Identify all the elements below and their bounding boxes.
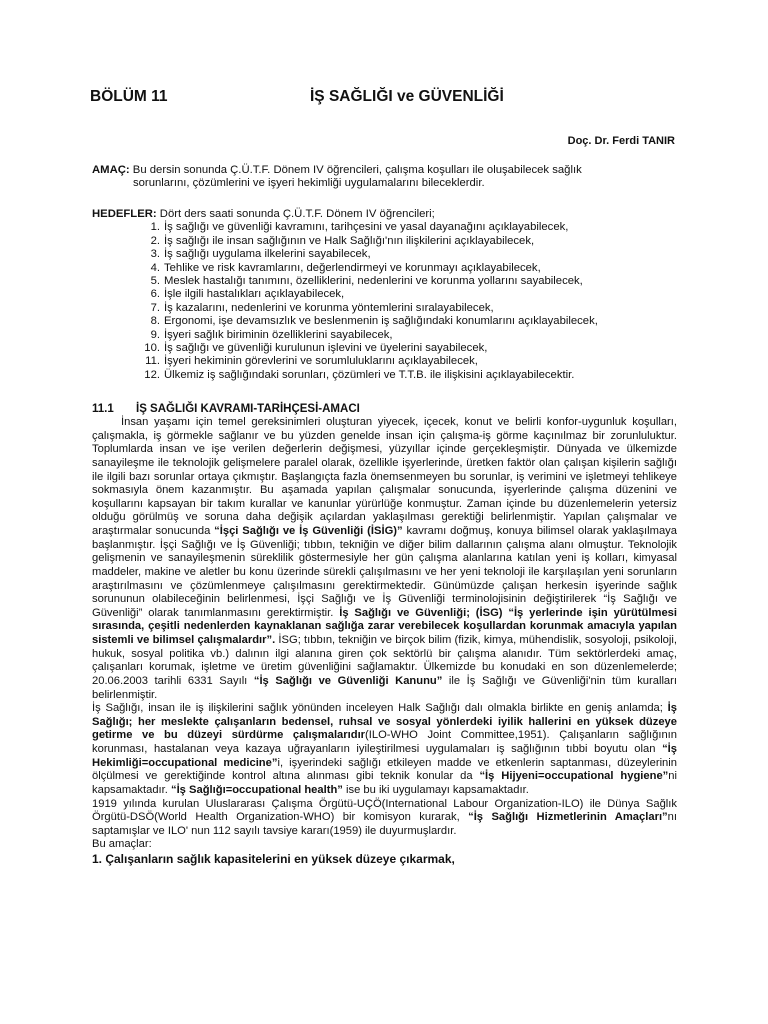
list-item-text: İş kazalarını, nedenlerini ve korunma yöntemlerini sıralayabilecek,	[164, 301, 494, 314]
list-item	[92, 262, 677, 275]
list-item	[92, 315, 677, 328]
list-item	[92, 248, 677, 261]
list-item-number: 6.	[150, 288, 160, 301]
bold-run: İş Sağlığı ve Güvenliği; (İSG) “İş yerlerinde işin yürütülmesi sırasında, çeşitli nedenlerden kaynaklanan sağlığa zarar verebilecek koşullardan korunmak amacıyla yapılan sistemli ve bilimsel çalışmalardır”.	[92, 606, 677, 646]
chapter-title: İŞ SAĞLIĞI ve GÜVENLİĞİ	[310, 88, 504, 105]
text-run: ni kapsamaktadır.	[92, 770, 677, 796]
author: Doç. Dr. Ferdi TANIR	[567, 135, 675, 147]
list-item-text: Ergonomi, işe devamsızlık ve beslenmenin iş sağlığındaki konumlarını açıklayabilecek,	[164, 315, 598, 328]
goals-label: HEDEFLER:	[92, 208, 157, 220]
goals-intro: Dört ders saati sonunda Ç.Ü.T.F. Dönem IV öğrencileri;	[156, 208, 435, 220]
list-item-number: 4.	[150, 261, 160, 274]
goals-block	[92, 208, 677, 382]
paragraph-5: 1. Çalışanların sağlık kapasitelerini en yüksek düzeye çıkarmak,	[92, 852, 455, 866]
text-run: ile İş Sağlığı ve Güvenliği'nin tüm kuralları belirlenmiştir.	[92, 674, 677, 701]
list-item-text: Ülkemiz iş sağlığındaki sorunları, çözümleri ve T.T.B. ile ilişkisini açıklayabilecektir.	[164, 368, 575, 381]
bold-run: İş Sağlığı; her meslekte çalışanların bedensel, ruhsal ve sosyal yönlerdeki iyilik hallerini en yüksek düzeye getirme ve bu düzeyi sürdürme çalışmalarıdır	[92, 702, 677, 742]
paragraph-3	[92, 798, 677, 839]
bold-run: “İş Hekimliği=occupational medicine”	[92, 743, 677, 769]
list-item	[92, 355, 677, 368]
list-item-number: 1.	[150, 221, 160, 234]
text-run: 1919 yılında kurulan Uluslararası Çalışma Örgütü-UÇÖ(International Labour Organization-ILO) ile Dünya Sağlık Örgütü-DSÖ(World Health Organization-WHO) bir komisyon kurarak,	[92, 797, 677, 824]
section-heading	[92, 403, 360, 415]
list-item-text: İşle ilgili hastalıkları açıklayabilecek,	[164, 288, 345, 301]
bold-run: “İşçi Sağlığı ve İş Güvenliği (İSİG)”	[214, 525, 403, 537]
text-run: nı saptamışlar ve ILO' nun 112 sayılı tavsiye kararı(1959) ile duyurmuşlardır.	[92, 811, 677, 837]
text-run: ise bu iki uygulamayı kapsamaktadır.	[342, 783, 529, 796]
paragraph-4: Bu amaçlar:	[92, 838, 152, 851]
list-item	[92, 342, 677, 355]
list-item-text: Tehlike ve risk kavramlarını, değerlendirmeyi ve korunmayı açıklayabilecek,	[164, 261, 541, 274]
list-item-number: 5.	[150, 275, 160, 288]
chapter-number: BÖLÜM 11	[90, 88, 168, 105]
objective-label: AMAÇ:	[92, 164, 130, 176]
objective-block	[92, 164, 677, 191]
chapter-title-row	[90, 88, 690, 110]
goals-list	[92, 221, 677, 382]
list-item	[92, 235, 677, 248]
bold-run: “İş Hijyeni=occupational hygiene”	[479, 770, 669, 783]
list-item	[92, 275, 677, 288]
text-run: kavramı doğmuş, konuya bilimsel olarak yaklaşılmaya başlanmıştır. İşçi Sağlığı ve İş Güvenliği; tıbbın, tekniğin ve diğer bilim dallarının çalışma alanı olmuştur. Teknolojik gelişmenin ve sanayileşmenin süreklilik göstermesiyle her gün çalışma alanlarına katılan yeni iş kolları, kimyasal maddeler, makine ve aletler bu konu üzerinde sürekli çalışılmasını ve her yeni teknoloji ile karşılaşılan yeni sorunların araştırılmasını ve çözümlenmeye çalışılmasını gerektirmektedir. Günümüzde çalışan herkesin işyerinde sağlık sorununun olabileceğinin belirlenmesi, İşçi Sağlığı ve İş Güvenliği terminolojisinin değiştirilerek “İş Sağlığı ve Güvenliği” olarak tanımlanmasını gerektirmiştir.	[92, 525, 677, 619]
section-title: İŞ SAĞLIĞI KAVRAMI-TARİHÇESİ-AMACI	[136, 403, 360, 415]
list-item-number: 11.	[145, 355, 160, 368]
list-item-number: 12.	[144, 368, 160, 381]
list-item-text: İş sağlığı ve güvenliği kavramını, tarihçesini ve yasal dayanağını açıklayabilecek,	[164, 221, 569, 234]
paragraph-1	[92, 416, 677, 702]
list-item-number: 2.	[150, 234, 160, 247]
text-run: İş Sağlığı, insan ile iş ilişkilerini sağlık yönünden inceleyen Halk Sağlığı dalı olmakla birlikte en geniş anlamda;	[92, 702, 668, 715]
body-text	[92, 416, 677, 867]
text-run: i, işyerindeki sağlığı etkileyen madde ve etkenlerin saptanması, düzeylerinin ölçülmesi ve gerektiğinde kontrol altına alınması gibi teknik konular da	[92, 756, 677, 783]
list-item-text: İşyeri sağlık biriminin özelliklerini sayabilecek,	[164, 328, 393, 341]
list-item	[92, 302, 677, 315]
list-item-number: 10.	[144, 342, 160, 355]
objective-line-2: sorunlarını, çözümlerini ve işyeri hekimliği uygulamalarını bileceklerdir.	[133, 177, 485, 190]
section-number: 11.1	[92, 403, 114, 415]
paragraph-2	[92, 702, 677, 797]
bold-run: “İş Sağlığı ve Güvenliği Kanunu”	[253, 674, 443, 687]
list-item-number: 7.	[150, 301, 160, 314]
list-item	[92, 329, 677, 342]
bold-run: “İş Sağlığı Hizmetlerinin Amaçları”	[468, 811, 668, 824]
list-item-text: İş sağlığı uygulama ilkelerini sayabilecek,	[164, 248, 371, 261]
list-item-text: Meslek hastalığı tanımını, özelliklerini, nedenlerini ve korunma yollarını sayabilecek,	[164, 275, 583, 288]
text-run: İnsan yaşamı için temel gereksinimleri oluşturan yiyecek, içecek, konut ve belirli konfor-uygunluk koşulları, çalışmakla, iş görmekle sağlanır ve bu yüzden genelde insan için çalışma-iş görme kaçınılmaz bir zorunluluktur. Toplumlarda insan ve işe verilen değerlerin değişmesi, yüzyıllar içinde gerçekleşmiştir. Dünyada ve ülkemizde sanayileşme ile teknolojik gelişmelere paralel olarak, özellikle işyerlerinde, üretken faktör olan çalışan kişilerin sağlığı ile ilgili bazı sorunlar ortaya çıkmıştır. Başlangıçta fazla önemsenmeyen bu sorunlar, iş verimini ve işletmeyi tehlikeye sokmasıyla önem kazanmıştır. Bu aşamada yapılan çalışmalar sonucunda, işyerlerinde çalışma düzenini ve koşullarını kapsayan bir takım kurallar ve kanunlar yürürlüğe konmuştur. Zaman içinde bu düzenlemelerin yetersiz olduğu görülmüş ve soruna daha değişik açılardan yaklaşılması gerektiği belirlenmiştir. Yapılan çalışmalar ve araştırmalar sonucunda	[92, 416, 677, 537]
list-item-text: İş sağlığı ile insan sağlığının ve Halk Sağlığı'nın ilişkilerini açıklayabilecek,	[164, 234, 535, 247]
bold-run: “İş Sağlığı=occupational health”	[170, 783, 343, 796]
list-item	[92, 288, 677, 301]
list-item-text: İşyeri hekiminin görevlerini ve sorumluluklarını açıklayabilecek,	[164, 355, 478, 368]
list-item	[92, 369, 677, 382]
objective-line-1: Bu dersin sonunda Ç.Ü.T.F. Dönem IV öğrencileri, çalışma koşulları ile oluşabilecek sağlık	[129, 164, 582, 176]
text-run: İSG; tıbbın, tekniğin ve birçok bilim (fizik, kimya, mühendislik, sosyoloji, psikoloji, hukuk, sosyal politika vb.) dalının ilgi alanına giren çok sektörlü bir çalışma alanıdır. Tüm sektörlerdeki amaç, çalışanları korumak, işletme ve üretim güvenliğini sağlamaktır. Ülkemizde bu konudaki en son düzenlemelerde; 20.06.2003 tarihli 6331 Sayılı	[92, 634, 677, 687]
list-item-number: 3.	[150, 248, 160, 261]
list-item-text: İş sağlığı ve güvenliği kurulunun işlevini ve üyelerini sayabilecek,	[164, 342, 488, 355]
list-item-number: 9.	[150, 328, 160, 341]
list-item	[92, 221, 677, 234]
text-run: (ILO-WHO Joint Committee,1951). Çalışanların sağlığının korunması, hastalanan veya kazaya uğrayanların iyileştirilmesi uygulamaları iş sağlığının tıbbi boyutu olan	[92, 729, 677, 755]
list-item-number: 8.	[150, 315, 160, 328]
